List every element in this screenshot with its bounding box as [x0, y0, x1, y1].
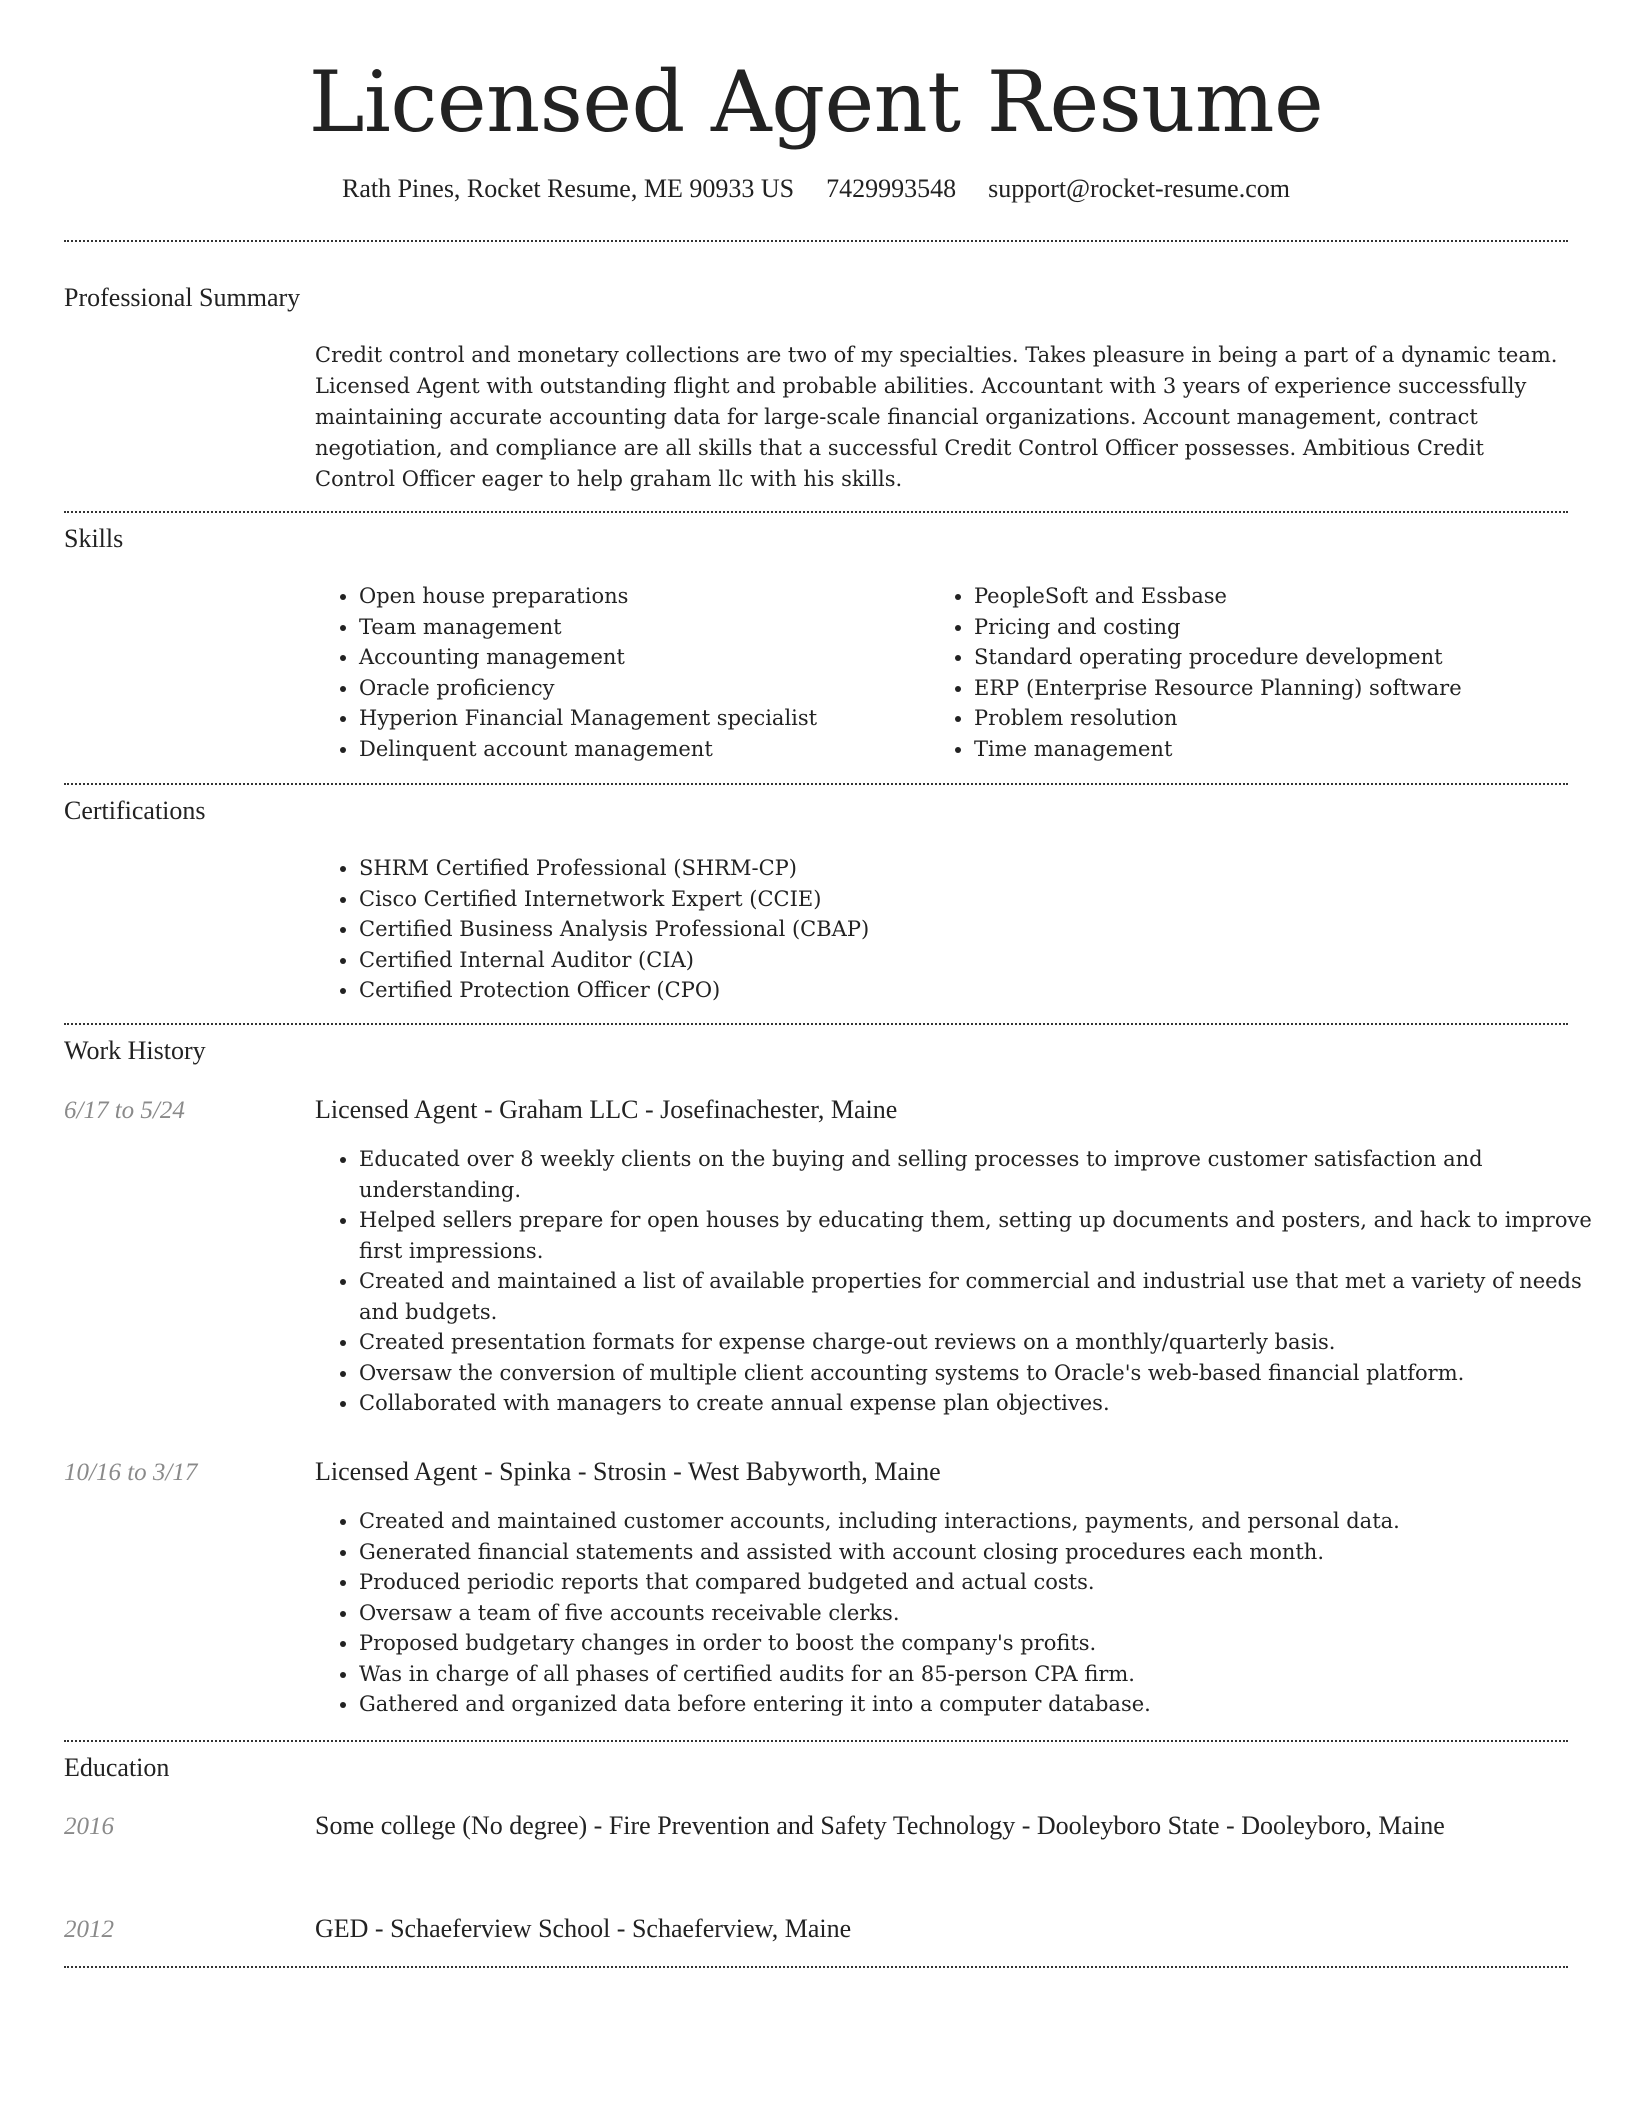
- list-item: • Helped sellers prepare for open houses by educating them, setting up documents and posters, and hack to improve first impressions.: [359, 1205, 1609, 1266]
- divider: [64, 240, 1568, 242]
- list-item: • Oversaw the conversion of multiple client accounting systems to Oracle's web-based financial platform.: [359, 1358, 1609, 1389]
- education-year: 2012: [64, 1916, 114, 1943]
- list-item: • Hyperion Financial Management specialist: [359, 703, 919, 734]
- list-item: • SHRM Certified Professional (SHRM-CP): [359, 853, 1609, 884]
- resume-title: Licensed Agent Resume: [308, 53, 1324, 151]
- list-item: • Time management: [974, 734, 1614, 765]
- education-heading: Education: [64, 1753, 170, 1782]
- list-item: • Standard operating procedure development: [974, 642, 1614, 673]
- contact-address: Rath Pines, Rocket Resume, ME 90933 US: [341, 174, 795, 203]
- contact-email: support@rocket-resume.com: [988, 174, 1290, 203]
- divider: [64, 1966, 1568, 1968]
- education-entry: Some college (No degree) - Fire Prevention and Safety Technology - Dooleyboro State - Dooleyboro, Maine: [315, 1811, 1445, 1840]
- list-item: • Pricing and costing: [974, 612, 1614, 643]
- list-item: • Accounting management: [359, 642, 919, 673]
- divider: [64, 1740, 1568, 1742]
- summary-text: Credit control and monetary collections are two of my specialties. Takes pleasure in being a part of a dynamic team. Licensed Agent with outstanding flight and probable abilities. Accountant with 3 years of experience successfully maintaining accurate accounting data for large-scale financial organizations. Account management, contract negotiation, and compliance are all skills that a successful Credit Control Officer possesses. Ambitious Credit Control Officer eager to help graham llc with his skills.: [315, 343, 1558, 491]
- list-item: • Certified Internal Auditor (CIA): [359, 945, 1609, 976]
- list-item: • Proposed budgetary changes in order to boost the company's profits.: [359, 1628, 1609, 1659]
- contact-line: [0, 170, 1632, 208]
- list-item: • Delinquent account management: [359, 734, 919, 765]
- certifications-heading: Certifications: [64, 796, 206, 825]
- list-item: • Created and maintained a list of available properties for commercial and industrial use that met a variety of needs and budgets.: [359, 1266, 1609, 1327]
- list-item: • Certified Protection Officer (CPO): [359, 975, 1609, 1006]
- job-title: Licensed Agent - Spinka - Strosin - West Babyworth, Maine: [315, 1457, 941, 1486]
- work-heading: Work History: [64, 1036, 206, 1065]
- list-item: • Open house preparations: [359, 581, 919, 612]
- list-item: • Produced periodic reports that compared budgeted and actual costs.: [359, 1567, 1609, 1598]
- list-item: • Was in charge of all phases of certified audits for an 85-person CPA firm.: [359, 1659, 1609, 1690]
- list-item: • PeopleSoft and Essbase: [974, 581, 1614, 612]
- certifications-list: [315, 853, 1609, 1006]
- skills-list-right: [930, 581, 1614, 764]
- divider: [64, 511, 1568, 513]
- list-item: • Generated financial statements and assisted with account closing procedures each month.: [359, 1537, 1609, 1568]
- divider: [64, 1023, 1568, 1025]
- summary-heading: Professional Summary: [64, 283, 301, 312]
- job-dates: 6/17 to 5/24: [64, 1097, 185, 1124]
- list-item: • Cisco Certified Internetwork Expert (CCIE): [359, 884, 1609, 915]
- list-item: • Created presentation formats for expense charge-out reviews on a monthly/quarterly basis.: [359, 1327, 1609, 1358]
- divider: [64, 783, 1568, 785]
- education-entry: GED - Schaeferview School - Schaeferview, Maine: [315, 1914, 852, 1943]
- list-item: • ERP (Enterprise Resource Planning) software: [974, 673, 1614, 704]
- skills-heading: Skills: [64, 524, 124, 553]
- list-item: • Team management: [359, 612, 919, 643]
- skills-list-left: [315, 581, 919, 764]
- job-dates: 10/16 to 3/17: [64, 1459, 198, 1486]
- list-item: • Certified Business Analysis Professional (CBAP): [359, 914, 1609, 945]
- list-item: • Problem resolution: [974, 703, 1614, 734]
- list-item: • Collaborated with managers to create annual expense plan objectives.: [359, 1388, 1609, 1419]
- job-bullets: [315, 1506, 1609, 1720]
- list-item: • Oracle proficiency: [359, 673, 919, 704]
- list-item: • Oversaw a team of five accounts receivable clerks.: [359, 1598, 1609, 1629]
- education-year: 2016: [64, 1813, 114, 1840]
- list-item: • Created and maintained customer accounts, including interactions, payments, and personal data.: [359, 1506, 1609, 1537]
- list-item: • Gathered and organized data before entering it into a computer database.: [359, 1689, 1609, 1720]
- job-title: Licensed Agent - Graham LLC - Josefinachester, Maine: [315, 1095, 898, 1124]
- list-item: • Educated over 8 weekly clients on the buying and selling processes to improve customer satisfaction and understanding.: [359, 1144, 1609, 1205]
- contact-phone: 7429993548: [826, 174, 957, 203]
- job-bullets: [315, 1144, 1609, 1419]
